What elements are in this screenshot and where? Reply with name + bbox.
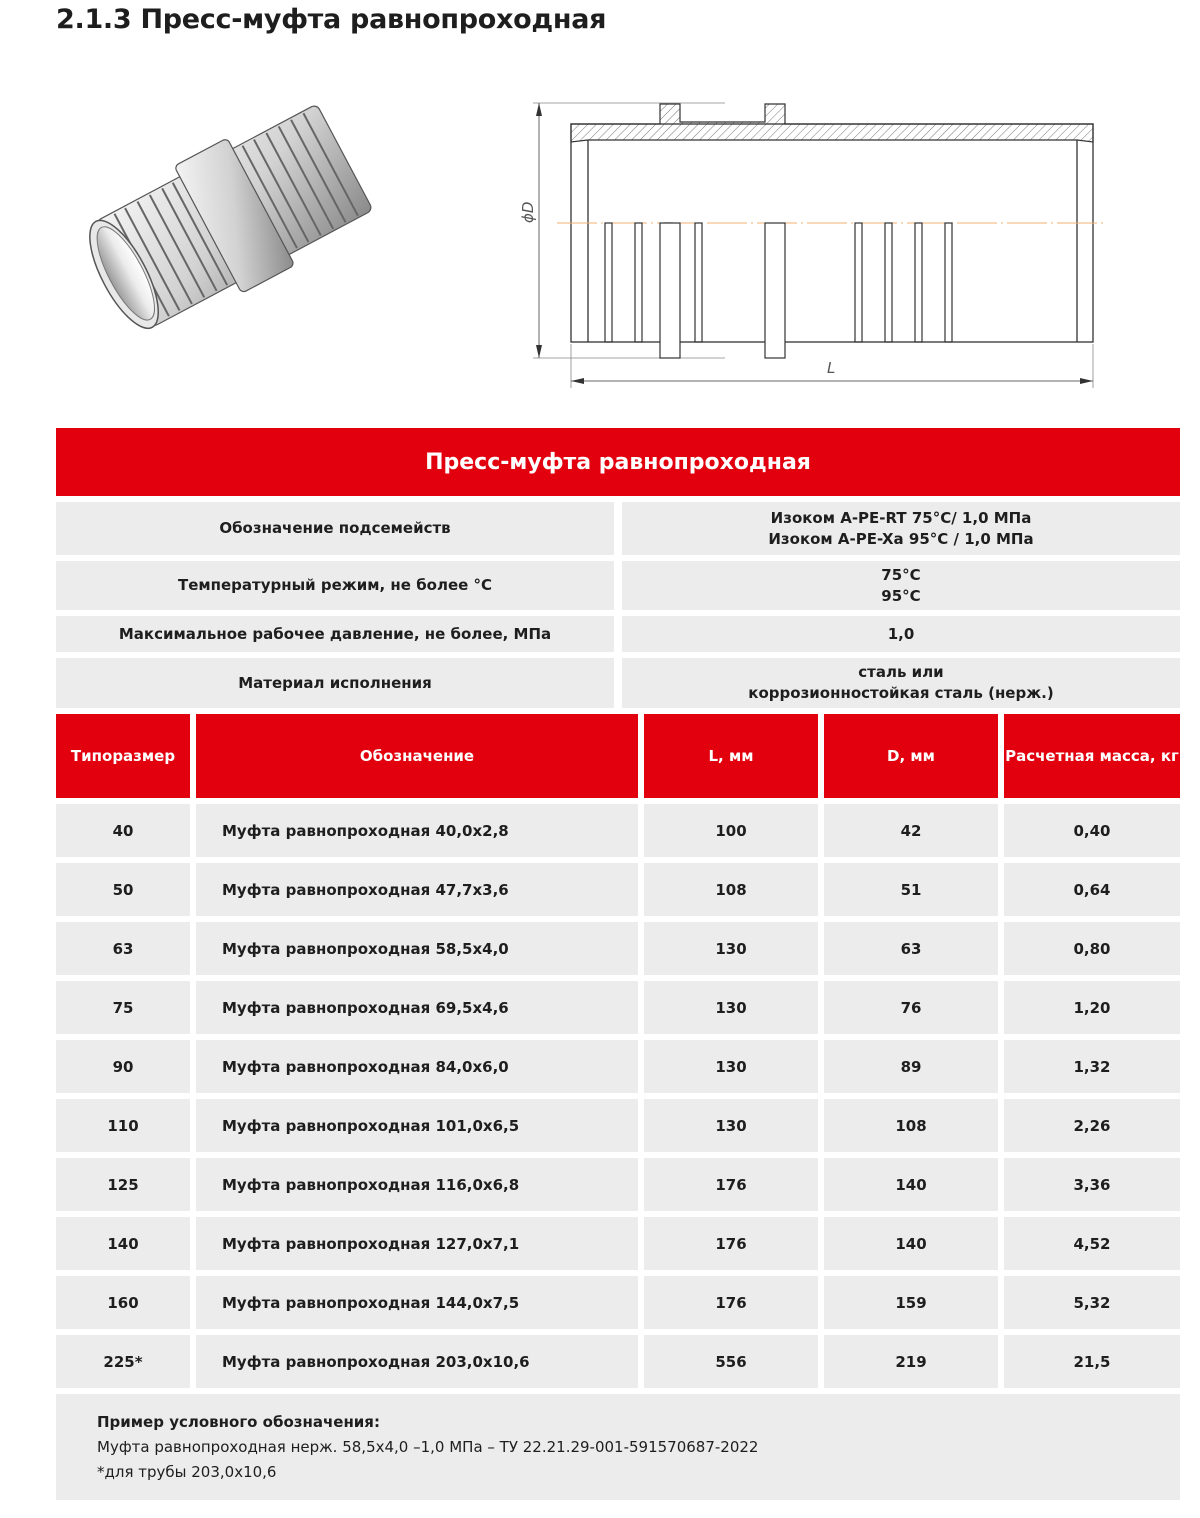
spec-label: Максимальное рабочее давление, не более, МПа [56, 616, 614, 652]
table-title: Пресс-муфта равнопроходная [56, 428, 1180, 496]
table-row [56, 1276, 1180, 1329]
cell-size: 225* [56, 1335, 190, 1388]
cell-mass: 0,40 [1004, 804, 1180, 857]
cell-length: 556 [644, 1335, 818, 1388]
table-row [56, 922, 1180, 975]
coupling-3d-illustration [70, 88, 390, 333]
cell-designation: Муфта равнопроходная 116,0x6,8 [196, 1158, 638, 1211]
spec-value-line: 75°С [881, 565, 921, 584]
spec-value [622, 658, 1180, 708]
spec-label: Материал исполнения [56, 658, 614, 708]
cell-mass: 0,80 [1004, 922, 1180, 975]
cell-designation: Муфта равнопроходная 84,0x6,0 [196, 1040, 638, 1093]
cell-diameter: 42 [824, 804, 998, 857]
cell-mass: 5,32 [1004, 1276, 1180, 1329]
cell-length: 100 [644, 804, 818, 857]
cell-diameter: 159 [824, 1276, 998, 1329]
length-label: L [827, 359, 836, 377]
column-header-diameter: D, мм [824, 714, 998, 798]
cell-length: 130 [644, 1040, 818, 1093]
cell-size: 90 [56, 1040, 190, 1093]
spec-row-pressure [56, 616, 1180, 652]
table-row [56, 1099, 1180, 1152]
cell-designation: Муфта равнопроходная 127,0x7,1 [196, 1217, 638, 1270]
cell-length: 130 [644, 922, 818, 975]
cell-mass: 2,26 [1004, 1099, 1180, 1152]
cell-length: 108 [644, 863, 818, 916]
spec-value-line: 1,0 [887, 624, 915, 643]
cell-designation: Муфта равнопроходная 69,5x4,6 [196, 981, 638, 1034]
note-title: Пример условного обозначения: [97, 1413, 380, 1431]
table-row [56, 1335, 1180, 1388]
spec-value-line: Изоком A-PE-RT 75°С/ 1,0 МПа [770, 508, 1032, 527]
cell-designation: Муфта равнопроходная 58,5x4,0 [196, 922, 638, 975]
table-row [56, 1040, 1180, 1093]
cell-diameter: 89 [824, 1040, 998, 1093]
spec-label: Температурный режим, не более °С [56, 561, 614, 610]
table-row [56, 863, 1180, 916]
cell-size: 140 [56, 1217, 190, 1270]
note-footnote: *для трубы 203,0x10,6 [97, 1463, 277, 1481]
table-row [56, 981, 1180, 1034]
cell-size: 50 [56, 863, 190, 916]
page-title: 2.1.3 Пресс-муфта равнопроходная [56, 4, 607, 35]
cell-size: 110 [56, 1099, 190, 1152]
coupling-technical-drawing [505, 88, 1145, 393]
cell-mass: 3,36 [1004, 1158, 1180, 1211]
spec-table [56, 428, 1180, 1500]
cell-size: 40 [56, 804, 190, 857]
column-header-mass: Расчетная масса, кг [1004, 714, 1180, 798]
cell-length: 130 [644, 1099, 818, 1152]
column-header-length: L, мм [644, 714, 818, 798]
cell-diameter: 140 [824, 1158, 998, 1211]
diameter-label: ϕD [519, 201, 537, 223]
cell-designation: Муфта равнопроходная 40,0x2,8 [196, 804, 638, 857]
cell-size: 75 [56, 981, 190, 1034]
designation-example-note [56, 1394, 1180, 1500]
table-header-row [56, 714, 1180, 798]
spec-value [622, 502, 1180, 555]
cell-diameter: 108 [824, 1099, 998, 1152]
cell-mass: 21,5 [1004, 1335, 1180, 1388]
cell-size: 125 [56, 1158, 190, 1211]
cell-length: 130 [644, 981, 818, 1034]
cell-designation: Муфта равнопроходная 101,0x6,5 [196, 1099, 638, 1152]
cell-length: 176 [644, 1158, 818, 1211]
cell-designation: Муфта равнопроходная 203,0x10,6 [196, 1335, 638, 1388]
spec-row-temperature [56, 561, 1180, 610]
spec-value-line: сталь или [858, 663, 944, 681]
table-row [56, 804, 1180, 857]
table-row [56, 1158, 1180, 1211]
spec-label: Обозначение подсемейств [56, 502, 614, 555]
cell-diameter: 63 [824, 922, 998, 975]
cell-designation: Муфта равнопроходная 47,7x3,6 [196, 863, 638, 916]
column-header-size: Типоразмер [56, 714, 190, 798]
spec-value [622, 561, 1180, 610]
column-header-designation: Обозначение [196, 714, 638, 798]
spec-row-material [56, 658, 1180, 708]
cell-size: 160 [56, 1276, 190, 1329]
cell-mass: 1,32 [1004, 1040, 1180, 1093]
table-row [56, 1217, 1180, 1270]
cell-designation: Муфта равнопроходная 144,0x7,5 [196, 1276, 638, 1329]
cell-diameter: 219 [824, 1335, 998, 1388]
cell-size: 63 [56, 922, 190, 975]
cell-length: 176 [644, 1217, 818, 1270]
cell-diameter: 51 [824, 863, 998, 916]
cell-diameter: 76 [824, 981, 998, 1034]
spec-value-line: 95°С [881, 586, 921, 605]
cell-mass: 1,20 [1004, 981, 1180, 1034]
spec-row-subfamilies [56, 502, 1180, 555]
cell-length: 176 [644, 1276, 818, 1329]
cell-diameter: 140 [824, 1217, 998, 1270]
spec-value-line: коррозионностойкая сталь (нерж.) [748, 684, 1054, 702]
cell-mass: 0,64 [1004, 863, 1180, 916]
spec-value-line: Изоком A-PE-Xa 95°С / 1,0 МПа [768, 529, 1034, 548]
cell-mass: 4,52 [1004, 1217, 1180, 1270]
note-example-line: Муфта равнопроходная нерж. 58,5x4,0 –1,0 МПа – ТУ 22.21.29-001-591570687-2022 [97, 1438, 759, 1456]
spec-value [622, 616, 1180, 652]
